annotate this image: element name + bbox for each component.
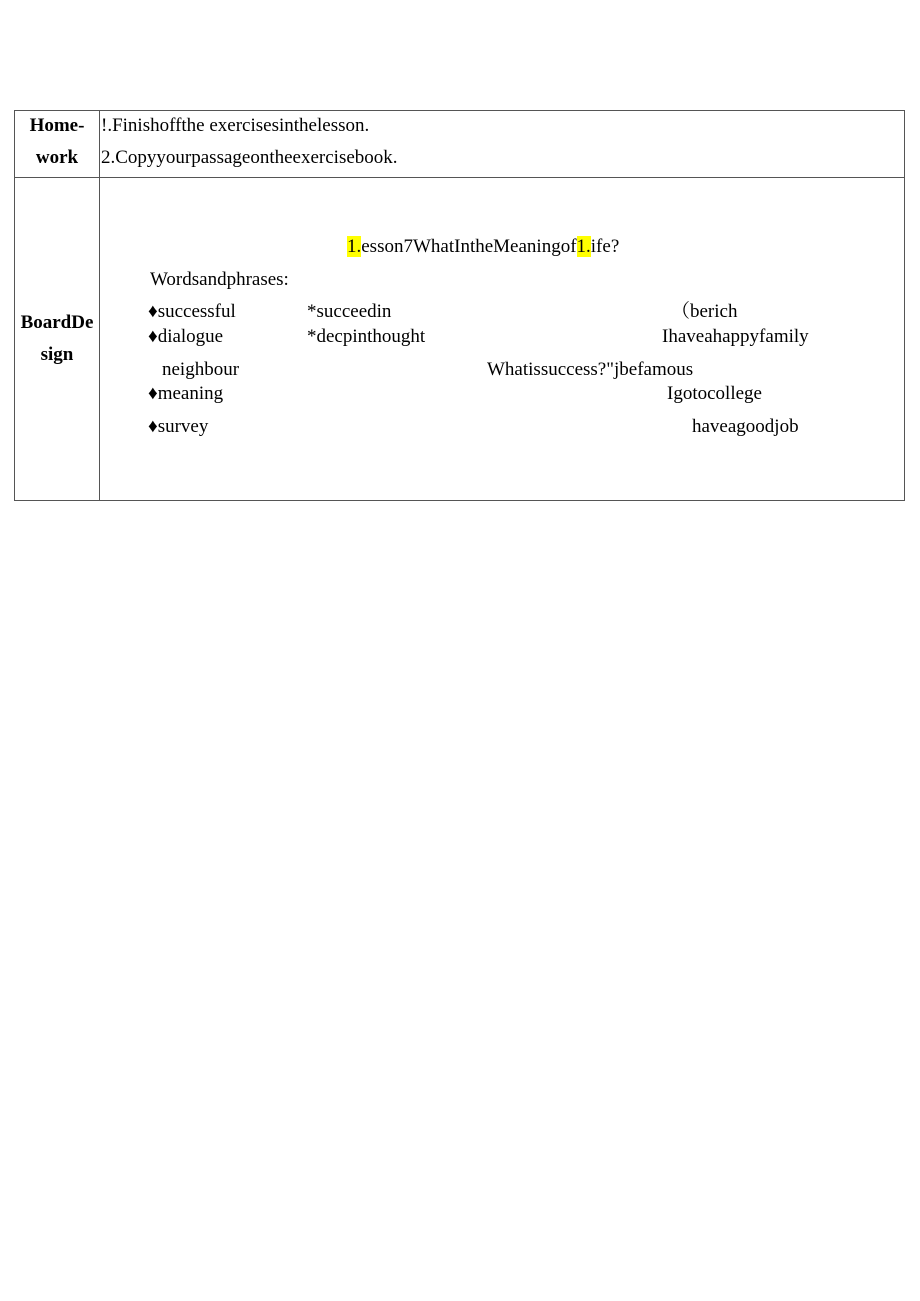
answer-go-to-college: Igotocollege [667, 383, 762, 404]
board-subtitle: Wordsandphrases: [150, 269, 289, 290]
board-title-highlight-2: 1. [576, 236, 591, 257]
board-title-highlight-1: 1. [347, 236, 362, 257]
word-successful: ♦successful [148, 301, 236, 322]
word-dialogue: ♦dialogue [148, 326, 224, 347]
phrase-deep-in-thought: *decpinthought [307, 326, 426, 347]
answer-be-rich: （berich [671, 301, 738, 322]
board-title-text-2: ife? [590, 236, 620, 257]
homework-item-2: 2.Copyyourpassageontheexercisebook. [101, 147, 398, 168]
homework-label-line1: Home- [29, 115, 85, 136]
board-design-label-line2: sign [40, 344, 74, 365]
word-meaning: ♦meaning [148, 383, 224, 404]
answer-happy-family: Ihaveahappyfamily [662, 326, 809, 347]
board-title [347, 235, 619, 259]
lesson-plan-table [14, 110, 905, 501]
row-divider [15, 177, 904, 178]
homework-label-line2: work [35, 147, 79, 168]
board-design-label [15, 307, 99, 371]
homework-label [15, 110, 99, 174]
answer-good-job: haveagoodjob [692, 416, 799, 437]
board-title-text-1: esson7WhatIntheMeaningof [361, 236, 577, 257]
word-neighbour: neighbour [162, 359, 240, 380]
homework-item-1: !.Finishoffthe exercisesinthelesson. [101, 115, 370, 136]
phrase-succeed-in: *succeedin [307, 301, 392, 322]
column-divider [99, 111, 100, 500]
board-design-label-line1: BoardDe [20, 312, 94, 333]
word-survey: ♦survey [148, 416, 209, 437]
question-what-is-success: Whatissuccess?"jbefamous [487, 359, 694, 380]
